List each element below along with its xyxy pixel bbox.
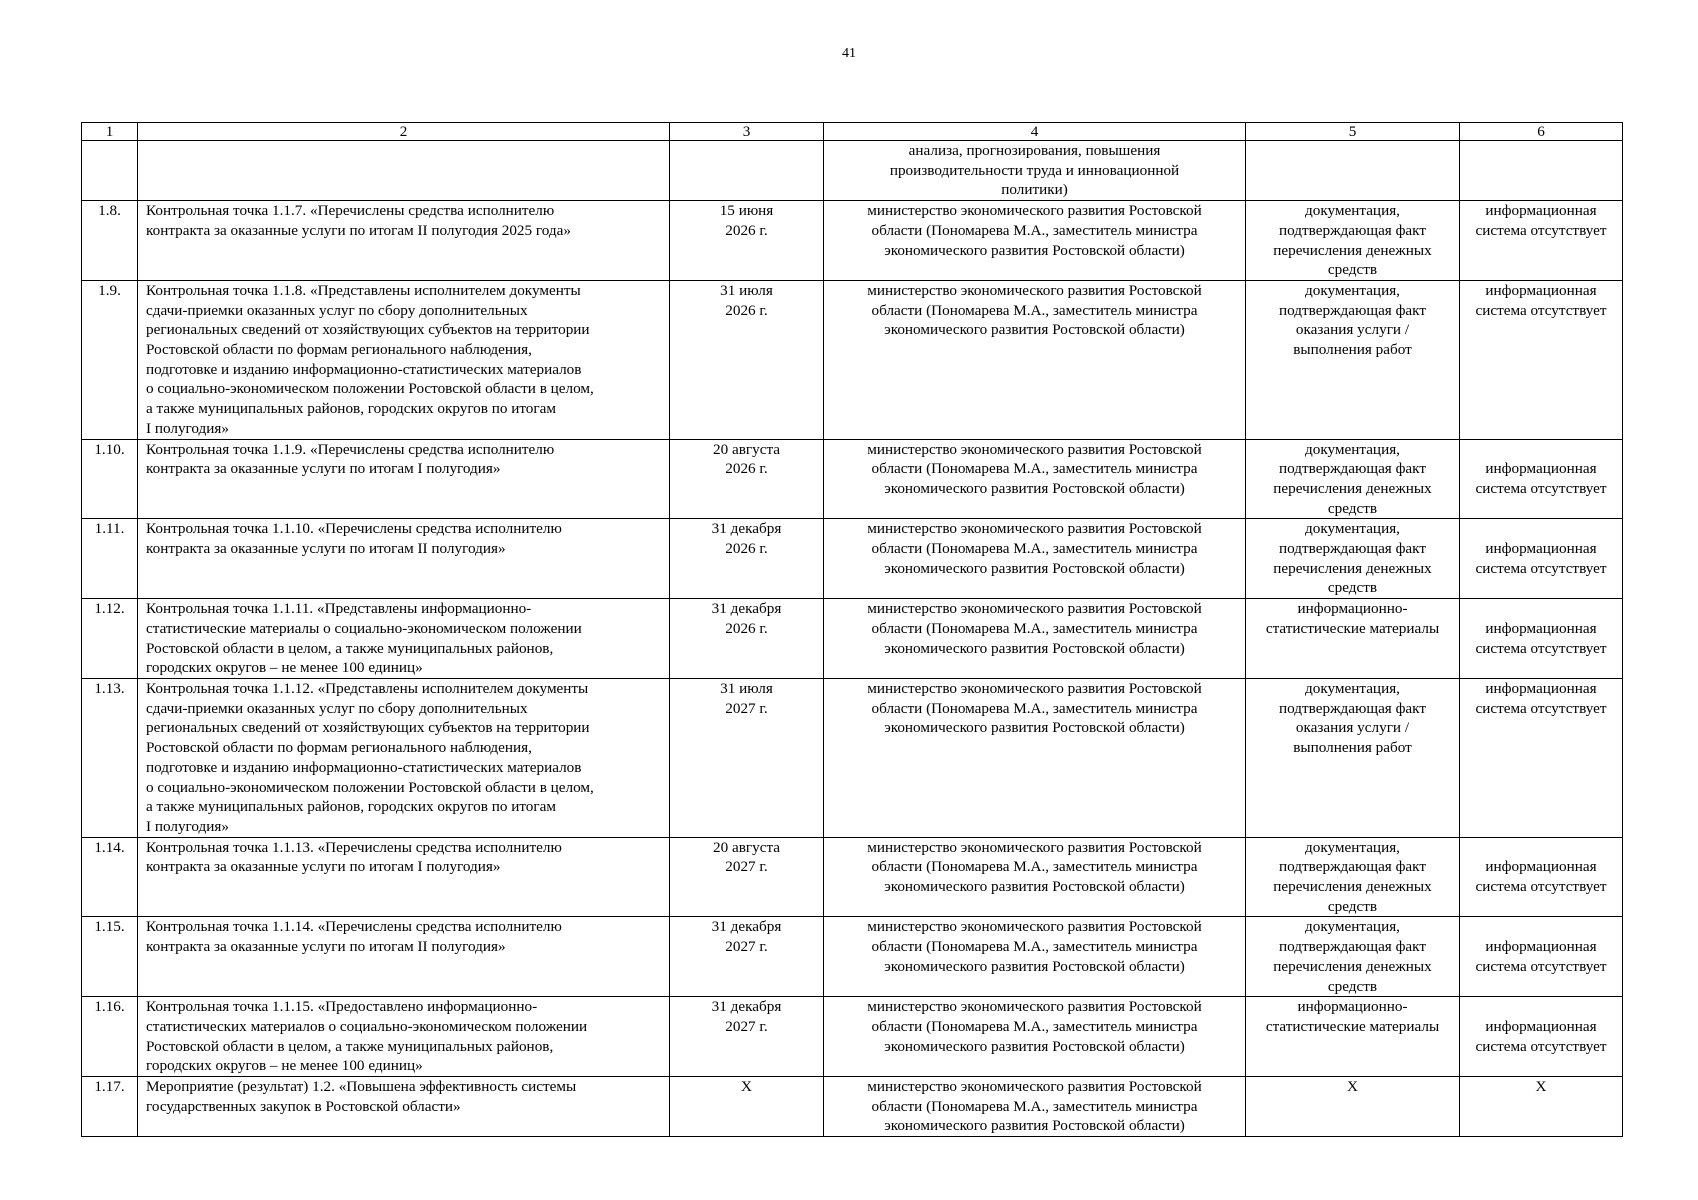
responsible-cell: министерство экономического развития Ростовской области (Пономарева М.А., заместитель министра экономического развития Ростовской области) — [824, 678, 1246, 837]
table-row — [82, 1077, 1623, 1137]
info-system-cell: информационная система отсутствует — [1460, 201, 1623, 281]
responsible-cell: министерство экономического развития Ростовской области (Пономарева М.А., заместитель министра экономического развития Ростовской области) — [824, 439, 1246, 519]
document-cell: документация, подтверждающая факт оказания услуги / выполнения работ — [1246, 280, 1460, 439]
table-row — [82, 201, 1623, 281]
table-row — [82, 439, 1623, 519]
task-name-cell: Контрольная точка 1.1.14. «Перечислены средства исполнителю контракта за оказанные услуги по итогам II полугодия» — [138, 917, 670, 997]
info-system-cell: информационная система отсутствует — [1460, 837, 1623, 917]
due-date-cell: 31 декабря 2027 г. — [670, 997, 824, 1077]
table-row — [82, 280, 1623, 439]
info-system-cell: информационная система отсутствует — [1460, 917, 1623, 997]
responsible-cell: министерство экономического развития Ростовской области (Пономарева М.А., заместитель министра экономического развития Ростовской области) — [824, 599, 1246, 679]
info-system-cell: информационная система отсутствует — [1460, 599, 1623, 679]
document-cell: Х — [1246, 1077, 1460, 1137]
due-date-cell: 31 декабря 2026 г. — [670, 599, 824, 679]
due-date-cell: Х — [670, 1077, 824, 1137]
row-number-cell: 1.16. — [82, 997, 138, 1077]
info-system-cell: информационная система отсутствует — [1460, 997, 1623, 1077]
responsible-cell: министерство экономического развития Ростовской области (Пономарева М.А., заместитель министра экономического развития Ростовской области) — [824, 1077, 1246, 1137]
due-date-cell: 31 декабря 2027 г. — [670, 917, 824, 997]
due-date-cell: 20 августа 2027 г. — [670, 837, 824, 917]
table-row — [82, 997, 1623, 1077]
responsible-cell: министерство экономического развития Ростовской области (Пономарева М.А., заместитель министра экономического развития Ростовской области) — [824, 280, 1246, 439]
column-number-cell: 1 — [82, 123, 138, 141]
due-date-cell: 20 августа 2026 г. — [670, 439, 824, 519]
document-cell — [1246, 141, 1460, 201]
task-name-cell: Контрольная точка 1.1.12. «Представлены исполнителем документы сдачи-приемки оказанных услуг по сбору дополнительных региональных сведений от хозяйствующих субъектов на территории Ростовской области по формам регионального наблюдения, подготовке и изданию информационно-статистических материалов о социально-экономическом положении Ростовской области в целом, а также муниципальных районов, городских округов по итогам I полугодия» — [138, 678, 670, 837]
row-number-cell: 1.10. — [82, 439, 138, 519]
plan-table — [81, 122, 1623, 1137]
column-numbers-row — [82, 123, 1623, 141]
column-number-cell: 5 — [1246, 123, 1460, 141]
task-name-cell — [138, 141, 670, 201]
continuation-row — [82, 141, 1623, 201]
responsible-cell: министерство экономического развития Ростовской области (Пономарева М.А., заместитель министра экономического развития Ростовской области) — [824, 201, 1246, 281]
row-number-cell: 1.14. — [82, 837, 138, 917]
task-name-cell: Контрольная точка 1.1.7. «Перечислены средства исполнителю контракта за оказанные услуги по итогам II полугодия 2025 года» — [138, 201, 670, 281]
table-row — [82, 917, 1623, 997]
document-cell: документация, подтверждающая факт перечисления денежных средств — [1246, 917, 1460, 997]
table-row — [82, 837, 1623, 917]
responsible-cell: министерство экономического развития Ростовской области (Пономарева М.А., заместитель министра экономического развития Ростовской области) — [824, 837, 1246, 917]
document-cell: информационно- статистические материалы — [1246, 997, 1460, 1077]
due-date-cell — [670, 141, 824, 201]
column-number-cell: 3 — [670, 123, 824, 141]
table-row — [82, 519, 1623, 599]
row-number-cell: 1.8. — [82, 201, 138, 281]
task-name-cell: Мероприятие (результат) 1.2. «Повышена эффективность системы государственных закупок в Ростовской области» — [138, 1077, 670, 1137]
task-name-cell: Контрольная точка 1.1.8. «Представлены исполнителем документы сдачи-приемки оказанных услуг по сбору дополнительных региональных сведений от хозяйствующих субъектов на территории Ростовской области по формам регионального наблюдения, подготовке и изданию информационно-статистических материалов о социально-экономическом положении Ростовской области в целом, а также муниципальных районов, городских округов по итогам I полугодия» — [138, 280, 670, 439]
table-row — [82, 678, 1623, 837]
info-system-cell: информационная система отсутствует — [1460, 280, 1623, 439]
document-cell: документация, подтверждающая факт оказания услуги / выполнения работ — [1246, 678, 1460, 837]
document-cell: информационно- статистические материалы — [1246, 599, 1460, 679]
task-name-cell: Контрольная точка 1.1.13. «Перечислены средства исполнителю контракта за оказанные услуги по итогам I полугодия» — [138, 837, 670, 917]
document-cell: документация, подтверждающая факт перечисления денежных средств — [1246, 519, 1460, 599]
table-row — [82, 599, 1623, 679]
row-number-cell: 1.13. — [82, 678, 138, 837]
row-number-cell: 1.11. — [82, 519, 138, 599]
row-number-cell: 1.17. — [82, 1077, 138, 1137]
task-name-cell: Контрольная точка 1.1.9. «Перечислены средства исполнителю контракта за оказанные услуги по итогам I полугодия» — [138, 439, 670, 519]
task-name-cell: Контрольная точка 1.1.11. «Представлены информационно- статистические материалы о социально-экономическом положении Ростовской области в целом, а также муниципальных районов, городских округов – не менее 100 единиц» — [138, 599, 670, 679]
due-date-cell: 15 июня 2026 г. — [670, 201, 824, 281]
due-date-cell: 31 декабря 2026 г. — [670, 519, 824, 599]
row-number-cell: 1.12. — [82, 599, 138, 679]
info-system-cell: Х — [1460, 1077, 1623, 1137]
responsible-cell: анализа, прогнозирования, повышения производительности труда и инновационной политики) — [824, 141, 1246, 201]
info-system-cell — [1460, 141, 1623, 201]
responsible-cell: министерство экономического развития Ростовской области (Пономарева М.А., заместитель министра экономического развития Ростовской области) — [824, 519, 1246, 599]
info-system-cell: информационная система отсутствует — [1460, 519, 1623, 599]
row-number-cell — [82, 141, 138, 201]
column-number-cell: 4 — [824, 123, 1246, 141]
task-name-cell: Контрольная точка 1.1.15. «Предоставлено информационно- статистических материалов о социально-экономическом положении Ростовской области в целом, а также муниципальных районов, городских округов – не менее 100 единиц» — [138, 997, 670, 1077]
column-number-cell: 2 — [138, 123, 670, 141]
due-date-cell: 31 июля 2026 г. — [670, 280, 824, 439]
document-cell: документация, подтверждающая факт перечисления денежных средств — [1246, 201, 1460, 281]
due-date-cell: 31 июля 2027 г. — [670, 678, 824, 837]
page-number: 41 — [842, 46, 856, 61]
responsible-cell: министерство экономического развития Ростовской области (Пономарева М.А., заместитель министра экономического развития Ростовской области) — [824, 917, 1246, 997]
document-cell: документация, подтверждающая факт перечисления денежных средств — [1246, 439, 1460, 519]
row-number-cell: 1.9. — [82, 280, 138, 439]
document-cell: документация, подтверждающая факт перечисления денежных средств — [1246, 837, 1460, 917]
info-system-cell: информационная система отсутствует — [1460, 678, 1623, 837]
column-number-cell: 6 — [1460, 123, 1623, 141]
task-name-cell: Контрольная точка 1.1.10. «Перечислены средства исполнителю контракта за оказанные услуги по итогам II полугодия» — [138, 519, 670, 599]
row-number-cell: 1.15. — [82, 917, 138, 997]
info-system-cell: информационная система отсутствует — [1460, 439, 1623, 519]
responsible-cell: министерство экономического развития Ростовской области (Пономарева М.А., заместитель министра экономического развития Ростовской области) — [824, 997, 1246, 1077]
